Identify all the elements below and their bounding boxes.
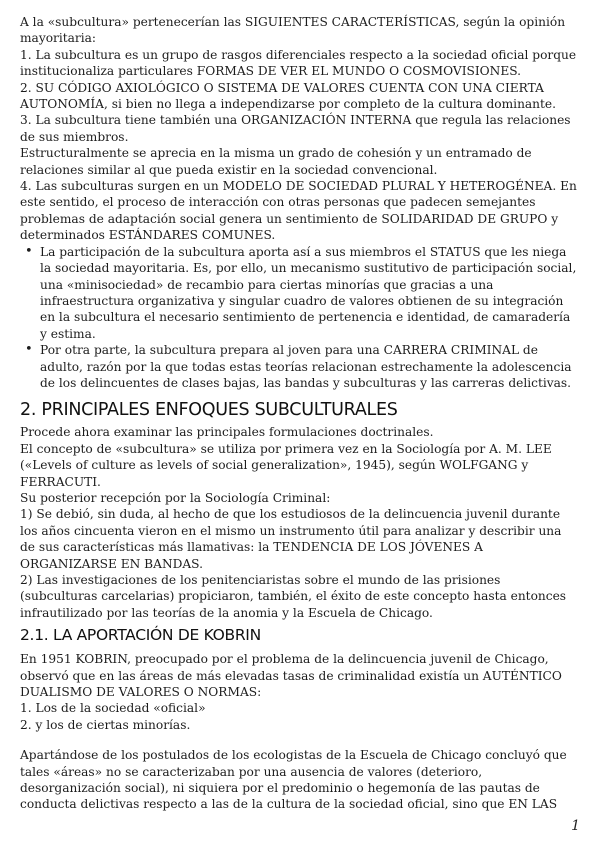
bullet-list [20, 244, 578, 392]
subsection-heading-kobrin: 2.1. LA APORTACIÓN DE KOBRIN [20, 626, 261, 645]
paragraph-doctrinal: Procede ahora examinar las principales formulaciones doctrinales. [20, 425, 434, 440]
bullet-item-criminal-career: • Por otra parte, la subcultura prepara al joven para una CARRERA CRIMINAL de adulto, razón por la que todas estas teorías relacionan estrechamente la adolescencia de los delincuentes de clases bajas, las bandas y subculturas y las carreras delictivas. [38, 342, 578, 391]
section21-body [20, 651, 578, 813]
characteristic-2: 2. SU CÓDIGO AXIOLÓGICO O SISTEMA DE VALORES CUENTA CON UNA CIERTA AUTONOMÍA, si bien no llega a independizarse por completo de la cultura dominante. [20, 80, 557, 112]
paragraph-reception: Su posterior recepción por la Sociología Criminal: [20, 490, 331, 505]
characteristic-3: 3. La subcultura tiene también una ORGANIZACIÓN INTERNA que regula las relaciones de sus miembros. [20, 113, 571, 144]
bullet-item-status: • La participación de la subcultura aporta así a sus miembros el STATUS que les niega la sociedad mayoritaria. Es, por ello, un mecanismo sustitutivo de participación social, una «minisociedad» de recambio para ciertas minorías que gracias a una infraestructura organizativa y singular cuadro de valores obtienen de su integración en la subcultura el necesario sentimiento de pertenencia e identidad, de camaradería y estima. [38, 244, 578, 342]
dualism-item-2: 2. y los de ciertas minorías. [20, 717, 191, 732]
characteristic-1: 1. La subcultura es un grupo de rasgos diferenciales respecto a la sociedad oficial porque institucionaliza particulares FORMAS DE VER EL MUNDO O COSMOVISIONES. [20, 47, 577, 79]
spacer [20, 733, 578, 747]
paragraph-conclusion: Apartándose de los postulados de los ecologistas de la Escuela de Chicago concluyó que tales «áreas» no se caracterizaban por una ausencia de valores (deterioro, desorganización social), ni siquiera por el predominio o hegemonía de las pautas de conducta delictivas respecto a las de la cultura de la sociedad oficial, sino que EN LAS [20, 748, 567, 812]
dualism-item-1: 1. Los de la sociedad «oficial» [20, 701, 206, 716]
section2-body [20, 424, 578, 621]
page-number: 1 [571, 817, 580, 834]
section-heading-principales-enfoques: 2. PRINCIPALES ENFOQUES SUBCULTURALES [20, 400, 398, 421]
paragraph-concept-origin: El concepto de «subcultura» se utiliza por primera vez en la Sociología por A. M. LEE («Levels of culture as levels of social generalization», 1945), según WOLFGANG y FERRACUTI. [20, 441, 552, 489]
paragraph-reason-2: 2) Las investigaciones de los penitenciaristas sobre el mundo de las prisiones (subculturas carcelarias) propiciaron, también, el éxito de este concepto hasta entonces infrautilizado por las teorías de la anomia y la Escuela de Chicago. [20, 573, 567, 620]
intro-section [20, 14, 578, 391]
paragraph-reason-1: 1) Se debió, sin duda, al hecho de que los estudiosos de la delincuencia juvenil durante los años cincuenta vieron en el mismo un instrumento útil para analizar y describir una de sus características más llamativas: la TENDENCIA DE LOS JÓVENES A ORGANIZARSE EN BANDAS. [20, 507, 562, 571]
characteristic-4: 4. Las subculturas surgen en un MODELO DE SOCIEDAD PLURAL Y HETEROGÉNEA. En este sentido, el proceso de interacción con otras personas que padecen semejantes problemas de adaptación social genera un sentimiento de SOLIDARIDAD DE GRUPO y determinados ESTÁNDARES COMUNES. [20, 179, 577, 243]
paragraph-kobrin: En 1951 KOBRIN, preocupado por el problema de la delincuencia juvenil de Chicago, observó que en las áreas de más elevadas tasas de criminalidad existía un AUTÉNTICO DUALISMO DE VALORES O NORMAS: [20, 652, 562, 700]
intro-paragraph: A la «subcultura» pertenecerían las SIGUIENTES CARACTERÍSTICAS, según la opinión mayoritaria: [20, 15, 566, 46]
structure-paragraph: Estructuralmente se aprecia en la misma un grado de cohesión y un entramado de relaciones similar al que pueda existir en la sociedad convencional. [20, 146, 532, 177]
